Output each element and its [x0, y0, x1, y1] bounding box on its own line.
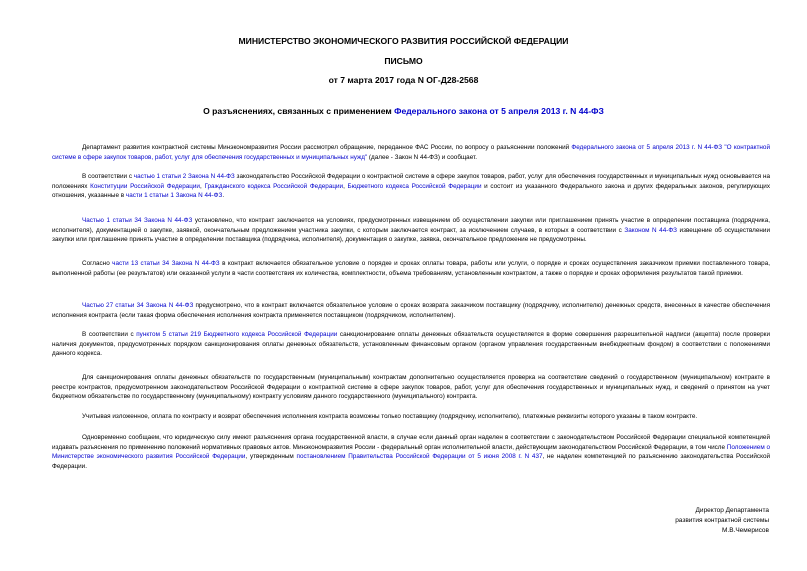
ministry-heading: МИНИСТЕРСТВО ЭКОНОМИЧЕСКОГО РАЗВИТИЯ РОССИЙСКОЙ ФЕДЕРАЦИИ: [238, 36, 569, 46]
paragraph-text: Учитывая изложенное, оплата по контракту и возврат обеспечения исполнения контракта возможны только поставщику (подрядчику, исполнителю), платежные реквизиты которого указаны в таком контракте.: [82, 413, 698, 420]
law-reference-link[interactable]: Положением о Министерстве экономического развития Российской Федерации: [52, 443, 770, 461]
paragraph-text: В соответствии с: [82, 331, 137, 338]
law-reference-link[interactable]: Гражданского кодекса Российской Федерации: [204, 182, 344, 190]
law-reference-link[interactable]: Федерального закона от 5 апреля 2013 г. N 44-ФЗ "О контрактной системе в сфере закупок товаров, работ, услуг для обеспечения государственных и муниципальных нужд": [52, 144, 770, 161]
law-reference-link[interactable]: частью 1 статьи 2 Закона N 44-ФЗ: [133, 173, 235, 180]
paragraph-text: в контракт включается обязательное условие о порядке и сроках оплаты товара, работы или услуги, о порядке и сроках осуществления заказчиком приемки поставленного товара, выполненной работы (ее результатов) или оказанной услуги в части соответствия их количества, комплектности, объема требованиям, установленным контрактом, а также о порядке и сроках оформления результатов такой приемки.: [52, 260, 771, 277]
paragraph-text: , не наделен компетенцией по разъяснению законодательства Российской Федерации.: [52, 453, 771, 470]
paragraph-6: [52, 330, 770, 359]
paragraph-text: установлено, что контракт заключается на условиях, предусмотренных извещением об осуществлении закупки или приглашением принять участие в определении поставщика (подрядчика, исполнителя), документацией о закупке, заявкой, окончательным предложением участника закупки, с которым заключается контракт, за исключением случаев, в которых в соответствии с: [52, 217, 771, 234]
paragraph-3: [52, 216, 770, 245]
law-reference-link[interactable]: пунктом 5 статьи 219 Бюджетного кодекса Российской Федерации: [136, 331, 338, 338]
subject-law-link[interactable]: Федерального закона от 5 апреля 2013 г. N 44-ФЗ: [394, 106, 604, 116]
law-reference-link[interactable]: Конституции Российской Федерации: [90, 182, 200, 190]
signature-title: Директор Департамента: [695, 507, 769, 514]
paragraph-1: [52, 143, 770, 162]
paragraph-4: [52, 259, 770, 278]
law-reference-link[interactable]: Частью 1 статьи 34 Закона N 44-ФЗ: [82, 217, 193, 224]
paragraph-text: санкционирование оплаты денежных обязательств осуществляется в форме совершения разрешительной надписи (акцепта) после проверки наличия документов, предусмотренных порядком санкционирования оплаты денежных обязательств, установленным финансовым органом (органом управления государственным внебюджетным фондом) в соответствии с положениями данного кодекса.: [52, 331, 770, 358]
paragraph-text: , утвержденным: [245, 453, 297, 461]
paragraph-text: Одновременно сообщаем, что юридическую силу имеют разъяснения органа государственной власти, в случае если данный орган наделен в соответствии с законодательством Российской Федерации специальной компетенцией издавать разъяснения по применению положений нормативных правовых актов. Минэкономразвития России - федеральный орган исполнительной власти, действующим законодательством Российской Федерации, в том числе: [52, 434, 770, 451]
paragraph-text: В соответствии с: [82, 173, 134, 180]
paragraph-text: Для санкционирования оплаты денежных обязательств по государственным (муниципальным) контрактам дополнительно осуществляется проверка на соответствие сведений о государственном (муниципальном) контракте в реестре контрактов, предусмотренном законодательством Российской Федерации о контрактной системе в сфере закупок товаров, работ, услуг для обеспечения государственных и муниципальных нужд, и сведений о принятом на учет бюджетном обязательстве по государственному (муниципальному) контракту условиям данного государственного (муниципального) контракта.: [52, 374, 770, 401]
paragraph-5: [52, 301, 770, 320]
signature-name: М.В.Чемерисов: [721, 527, 769, 534]
paragraph-2: [52, 172, 770, 201]
document-type: ПИСЬМО: [384, 56, 423, 66]
subject-prefix: О разъяснениях, связанных с применением: [203, 106, 395, 116]
law-reference-link[interactable]: Законом N 44-ФЗ: [624, 226, 677, 234]
paragraph-text: и состоит из указанного Федерального закона и других федеральных законов, регулирующих отношения, указанные в: [52, 182, 771, 200]
paragraph-text: ,: [199, 182, 205, 190]
paragraph-text: ,: [343, 182, 348, 190]
paragraph-text: предусмотрено, что в контракт включается обязательное условие о сроках возврата заказчиком поставщику (подрядчику, исполнителю) денежных средств, внесенных в качестве обеспечения исполнения контракта (если такая форма обеспечения исполнения контракта применяется поставщиком (подрядчиком, исполнителем).: [52, 302, 771, 319]
paragraph-text: Департамент развития контрактной системы Минэкономразвития России рассмотрел обращение, переданное ФАС России, по вопросу о разъяснении положений: [82, 144, 572, 151]
paragraph-text: (далее - Закон N 44-ФЗ) и сообщает.: [367, 153, 477, 161]
paragraph-text: .: [222, 192, 225, 200]
paragraph-text: законодательство Российской Федерации о контрактной системе в сфере закупок товаров, работ, услуг для обеспечения государственных и муниципальных нужд основывается на положениях: [52, 173, 770, 190]
document-subject: [0, 106, 807, 117]
document-date-number: от 7 марта 2017 года N ОГ-Д28-2568: [328, 75, 479, 85]
paragraph-text: Согласно: [82, 260, 113, 267]
paragraph-text: извещение об осуществлении закупки или приглашение принять участие в определении поставщика (подрядчика, исполнителя), документация о закупке, заявка, окончательное предложение не предусмотрены.: [52, 226, 771, 244]
law-reference-link[interactable]: части 13 статьи 34 Закона N 44-ФЗ: [112, 260, 220, 267]
paragraph-9: [52, 433, 770, 471]
law-reference-link[interactable]: части 1 статьи 1 Закона N 44-ФЗ: [125, 192, 223, 200]
paragraph-8: [52, 412, 770, 422]
paragraph-7: [52, 373, 770, 402]
signature-department: развития контрактной системы: [675, 517, 769, 524]
law-reference-link[interactable]: Бюджетного кодекса Российской Федерации: [347, 182, 482, 190]
law-reference-link[interactable]: Частью 27 статьи 34 Закона N 44-ФЗ: [82, 302, 194, 309]
law-reference-link[interactable]: постановлением Правительства Российской Федерации от 5 июня 2008 г. N 437: [296, 453, 543, 461]
